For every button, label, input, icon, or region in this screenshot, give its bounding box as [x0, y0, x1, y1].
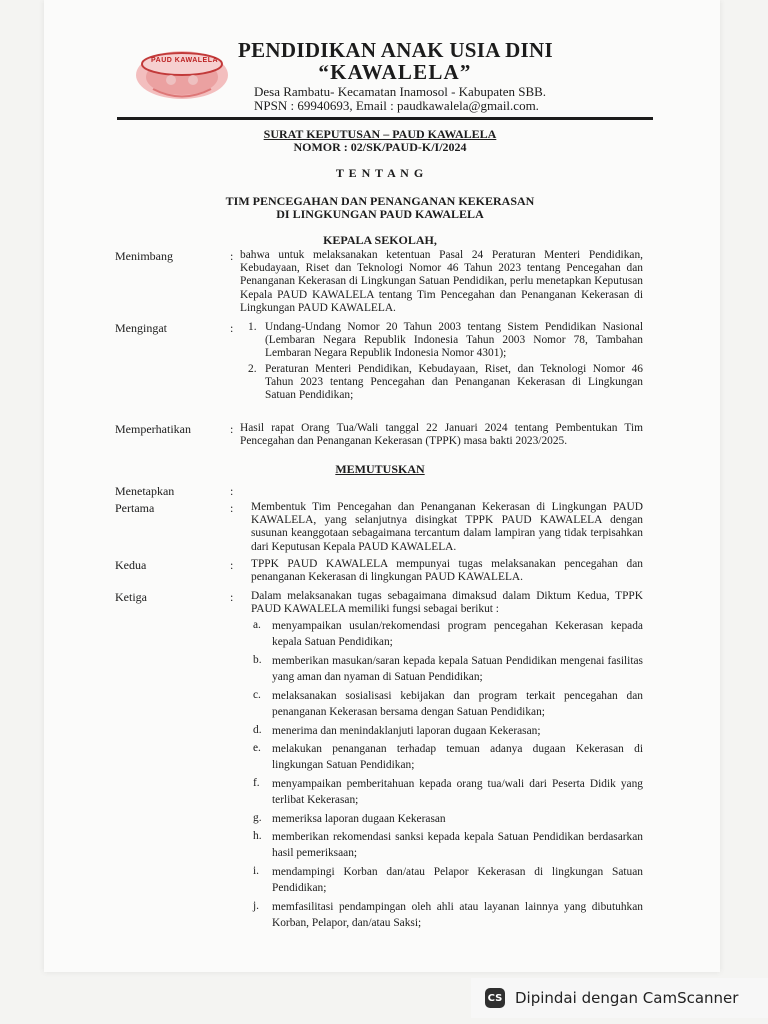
pertama-colon: : — [230, 501, 234, 515]
school-contact: NPSN : 69940693, Email : paudkawalela@gmail.com. — [254, 98, 539, 113]
ketiga-item-letter: d. — [253, 724, 262, 736]
mengingat-label: Mengingat — [115, 321, 167, 335]
decree-about: T E N T A N G — [335, 166, 425, 180]
header-rule — [117, 117, 653, 120]
mengingat-item-num: 1. — [248, 321, 257, 333]
ketiga-item-text: memberikan masukan/saran kepada kepala Satuan Pendidikan mengenai fasilitas yang aman dan nyaman di Satuan Pendidikan; — [272, 655, 643, 683]
mengingat-item-text: Peraturan Menteri Pendidikan, Kebudayaan, Riset, dan Teknologi Nomor 46 Tahun 2023 tentang Pencegahan dan Penanganan Kekerasan di Lingkungan Satuan Pendidikan; — [265, 363, 643, 402]
ketiga-colon: : — [230, 590, 234, 604]
ketiga-item-text: menyampaikan usulan/rekomendasi program pencegahan Kekerasan kepada kepala Satuan Pendidikan; — [272, 620, 643, 648]
school-title: PENDIDIKAN ANAK USIA DINI — [238, 38, 553, 62]
ketiga-item-letter: j. — [253, 900, 260, 912]
camscanner-icon: CS — [485, 988, 505, 1008]
memperhatikan-text: Hasil rapat Orang Tua/Wali tanggal 22 Januari 2024 tentang Pembentukan Tim Pencegahan dan Penanganan Kekerasan (TPPK) masa bakti 2023/2025. — [240, 422, 643, 448]
decree-authority: KEPALA SEKOLAH, — [323, 233, 437, 247]
camscanner-label: Dipindai dengan CamScanner — [515, 989, 739, 1007]
ketiga-item-text: mendampingi Korban dan/atau Pelapor Kekerasan di lingkungan Satuan Pendidikan; — [272, 866, 643, 894]
ketiga-item-letter: c. — [253, 689, 261, 701]
ketiga-item-letter: f. — [253, 777, 260, 789]
mengingat-item-num: 2. — [248, 363, 257, 375]
kedua-label: Kedua — [115, 558, 147, 572]
pertama-label: Pertama — [115, 501, 155, 515]
ketiga-item-letter: h. — [253, 830, 262, 842]
ketiga-item-letter: i. — [253, 865, 260, 877]
ketiga-item-text: memeriksa laporan dugaan Kekerasan — [272, 813, 446, 825]
menimbang-text: bahwa untuk melaksanakan ketentuan Pasal 24 Peraturan Menteri Pendidikan, Kebudayaan, Riset dan Teknologi Nomor 46 Tahun 2023 tentang Pencegahan dan Penanganan Kekerasan di Lingkungan Satuan Pendidikan, perlu menetapkan Keputusan Kepala PAUD KAWALELA tentang Tim Pencegahan dan Penanganan Kekerasan di Lingkungan PAUD KAWALELA. — [240, 249, 643, 314]
kedua-colon: : — [230, 558, 234, 572]
memperhatikan-label: Memperhatikan — [115, 422, 191, 436]
decree-subject-line1: TIM PENCEGAHAN DAN PENANGANAN KEKERASAN — [225, 194, 535, 208]
menimbang-label: Menimbang — [115, 249, 173, 263]
ketiga-item-letter: a. — [253, 619, 261, 631]
ketiga-label: Ketiga — [115, 590, 147, 604]
mengingat-colon: : — [230, 321, 234, 335]
pertama-text: Membentuk Tim Pencegahan dan Penanganan Kekerasan di Lingkungan PAUD KAWALELA, yang selanjutnya disingkat TPPK PAUD KAWALELA dengan susunan keanggotaan sebagaimana tercantum dalam lampiran yang tidak terpisahkan dari Keputusan Kepala PAUD KAWALELA. — [251, 501, 643, 553]
ketiga-item-text: melakukan penanganan terhadap temuan adanya dugaan Kekerasan di lingkungan Satuan Pendidikan; — [272, 743, 643, 771]
kedua-text: TPPK PAUD KAWALELA mempunyai tugas melaksanakan pencegahan dan penanganan Kekerasan di lingkungan PAUD KAWALELA. — [251, 558, 643, 584]
camscanner-watermark — [471, 978, 768, 1018]
decree-title: SURAT KEPUTUSAN – PAUD KAWALELA — [263, 127, 497, 141]
ketiga-item-text: menerima dan menindaklanjuti laporan dugaan Kekerasan; — [272, 725, 541, 737]
menetapkan-colon: : — [230, 484, 234, 498]
mengingat-item-text: Undang-Undang Nomor 20 Tahun 2003 tentang Sistem Pendidikan Nasional (Lembaran Negara Republik Indonesia Tahun 2003 Nomor 78, Tambahan Lembaran Negara Republik Indonesia Nomor 4301); — [265, 321, 643, 360]
ketiga-item-text: memberikan rekomendasi sanksi kepada kepala Satuan Pendidikan berdasarkan hasil pemeriksaan; — [272, 831, 643, 859]
school-logo — [133, 44, 231, 102]
logo-text: PAUD KAWALELA — [151, 57, 219, 64]
ketiga-item-letter: b. — [253, 654, 262, 666]
decree-subject-line2: DI LINGKUNGAN PAUD KAWALELA — [276, 207, 484, 221]
school-name: “KAWALELA” — [318, 60, 472, 84]
memutuskan-heading: MEMUTUSKAN — [335, 462, 425, 476]
ketiga-item-text: menyampaikan pemberitahuan kepada orang tua/wali dari Peserta Didik yang terlibat Kekerasan; — [272, 778, 643, 806]
menimbang-colon: : — [230, 249, 234, 263]
memperhatikan-colon: : — [230, 422, 234, 436]
menetapkan-label: Menetapkan — [115, 484, 175, 498]
ketiga-item-text: melaksanakan sosialisasi kebijakan dan program terkait pencegahan dan penanganan Kekerasan bersama dengan Satuan Pendidikan; — [272, 690, 643, 718]
ketiga-intro: Dalam melaksanakan tugas sebagaimana dimaksud dalam Diktum Kedua, TPPK PAUD KAWALELA memiliki fungsi sebagai berikut : — [251, 590, 643, 616]
ketiga-item-text: memfasilitasi pendampingan oleh ahli atau layanan lainnya yang dibutuhkan Korban, Pelapor, dan/atau Saksi; — [272, 901, 643, 929]
decree-number: NOMOR : 02/SK/PAUD-K/I/2024 — [293, 140, 467, 154]
ketiga-item-letter: e. — [253, 742, 261, 754]
ketiga-item-letter: g. — [253, 812, 262, 824]
school-address: Desa Rambatu- Kecamatan Inamosol - Kabupaten SBB. — [254, 84, 547, 99]
